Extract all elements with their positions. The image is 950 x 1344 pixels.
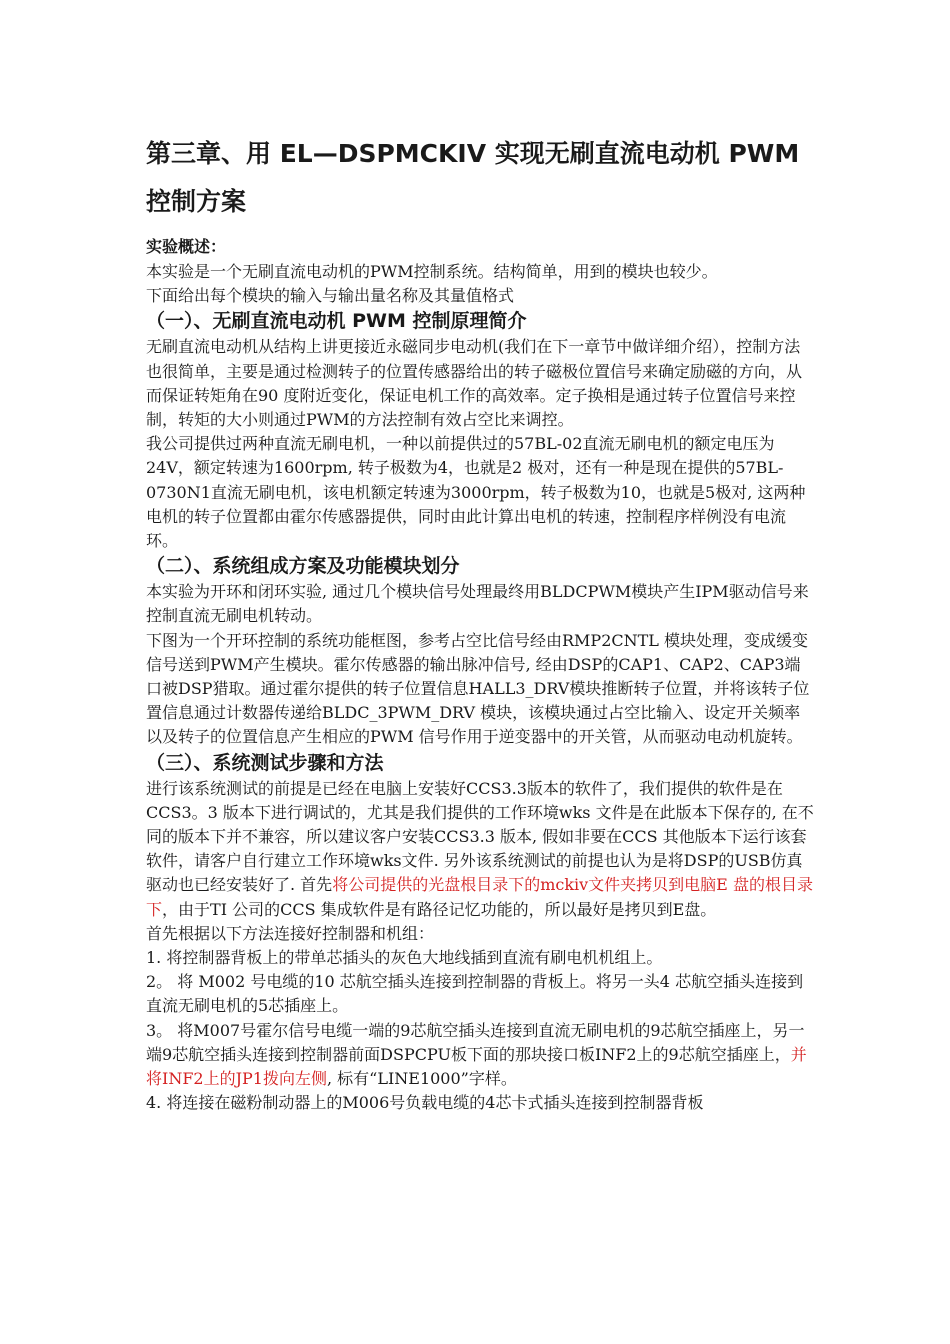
step-1: 1. 将控制器背板上的带单芯插头的灰色大地线插到直流有刷电机机组上。 — [146, 948, 663, 968]
system-paragraph-1: 本实验为开环和闭环实验, 通过几个模块信号处理最终用BLDCPWM模块产生IPM驱动信号来控制直流无刷电机转动。 — [146, 582, 809, 626]
step-3-text-a: 3。 将M007号霍尔信号电缆一端的9芯航空插头连接到直流无刷电机的9芯航空插座上，另一端9芯航空插头连接到控制器前面DSPCPU板下面的那块接口板INF2上的9芯航空插座上， — [146, 1020, 805, 1064]
testing-highlight: 将公司提供的光盘根目录下的mckiv文件夹拷贝到电脑E 盘的根目录下 — [146, 875, 813, 919]
chapter-title: 第三章、用 EL—DSPMCKIV 实现无刷直流电动机 PWM 控制方案 — [146, 139, 800, 216]
principle-paragraph: 无刷直流电动机从结构上讲更接近永磁同步电动机(我们在下一章节中做详细介绍），控制方法也很简单，主要是通过检测转子的位置传感器给出的转子磁极位置信号来确定励磁的方向，从而保证转矩角在90 度附近变化，保证电机工作的高效率。定子换相是通过转子位置信号来控制，转矩的大小则通过PWM的方法控制有效占空比来调控。 — [146, 337, 803, 430]
step-2: 2。 将 M002 号电缆的10 芯航空插头连接到控制器的背板上。将另一头4 芯航空插头连接到直流无刷电机的5芯插座上。 — [146, 972, 804, 1016]
step-3-text-b: , 标有“LINE1000”字样。 — [326, 1069, 517, 1089]
overview-label: 实验概述： — [146, 237, 227, 256]
testing-paragraph — [146, 777, 816, 922]
section-heading-system: （二）、系统组成方案及功能模块划分 — [146, 555, 460, 578]
step-4: 4. 将连接在磁粉制动器上的M006号负载电缆的4芯卡式插头连接到控制器背板 — [146, 1093, 704, 1113]
intro-line-2: 下面给出每个模块的输入与输出量名称及其量值格式 — [146, 286, 515, 306]
step-3-highlight: 并将INF2上的JP1拨向左侧 — [146, 1044, 807, 1089]
section-heading-principle: （一）、无刷直流电动机 PWM 控制原理简介 — [146, 310, 527, 333]
testing-text-a: 进行该系统测试的前提是已经在电脑上安装好CCS3.3版本的软件了，我们提供的软件是在CCS3。3 版本下进行调试的，尤其是我们提供的工作环境wks 文件是在此版本下保存的, 在不同的版本下并不兼容，所以建议客户安装CCS3.3 版本, 假如非要在CCS 其他版本下运行该套软件，请客户自行建立工作环境wks文件. 另外该系统测试的前提也认为是将DSP的USB仿真驱动也已经安装好了. 首先 — [146, 778, 814, 895]
steps-intro: 首先根据以下方法连接好控制器和机组： — [146, 923, 435, 943]
step-3 — [146, 1019, 816, 1092]
document-page — [146, 130, 816, 1116]
intro-line-1: 本实验是一个无刷直流电动机的PWM控制系统。结构简单，用到的模块也较少。 — [146, 262, 718, 281]
system-paragraph-2: 下图为一个开环控制的系统功能框图，参考占空比信号经由RMP2CNTL 模块处理，变成缓变信号送到PWM产生模块。霍尔传感器的输出脉冲信号, 经由DSP的CAP1、CAP2、CAP3端口被DSP猎取。通过霍尔提供的转子位置信息HALL3_DRV模块推断转子位置，并将该转子位置信息通过计数器传递给BLDC_3PWM_DRV 模块，该模块通过占空比输入、设定开关频率以及转子的位置信息产生相应的PWM 信号作用于逆变器中的开关管，从而驱动电动机旋转。 — [146, 630, 810, 747]
testing-text-b: ，由于TI 公司的CCS 集成软件是有路径记忆功能的，所以最好是拷贝到E盘。 — [162, 899, 717, 919]
section-heading-testing: （三）、系统测试步骤和方法 — [146, 751, 384, 774]
motor-types-paragraph: 我公司提供过两种直流无刷电机，一种以前提供过的57BL-02直流无刷电机的额定电压为24V，额定转速为1600rpm, 转子极数为4，也就是2 极对，还有一种是现在提供的57BL-0730N1直流无刷电机，该电机额定转速为3000rpm，转子极数为10，也就是5极对, 这两种电机的转子位置都由霍尔传感器提供，同时由此计算出电机的转速，控制程序样例没有电流环。 — [146, 434, 806, 551]
